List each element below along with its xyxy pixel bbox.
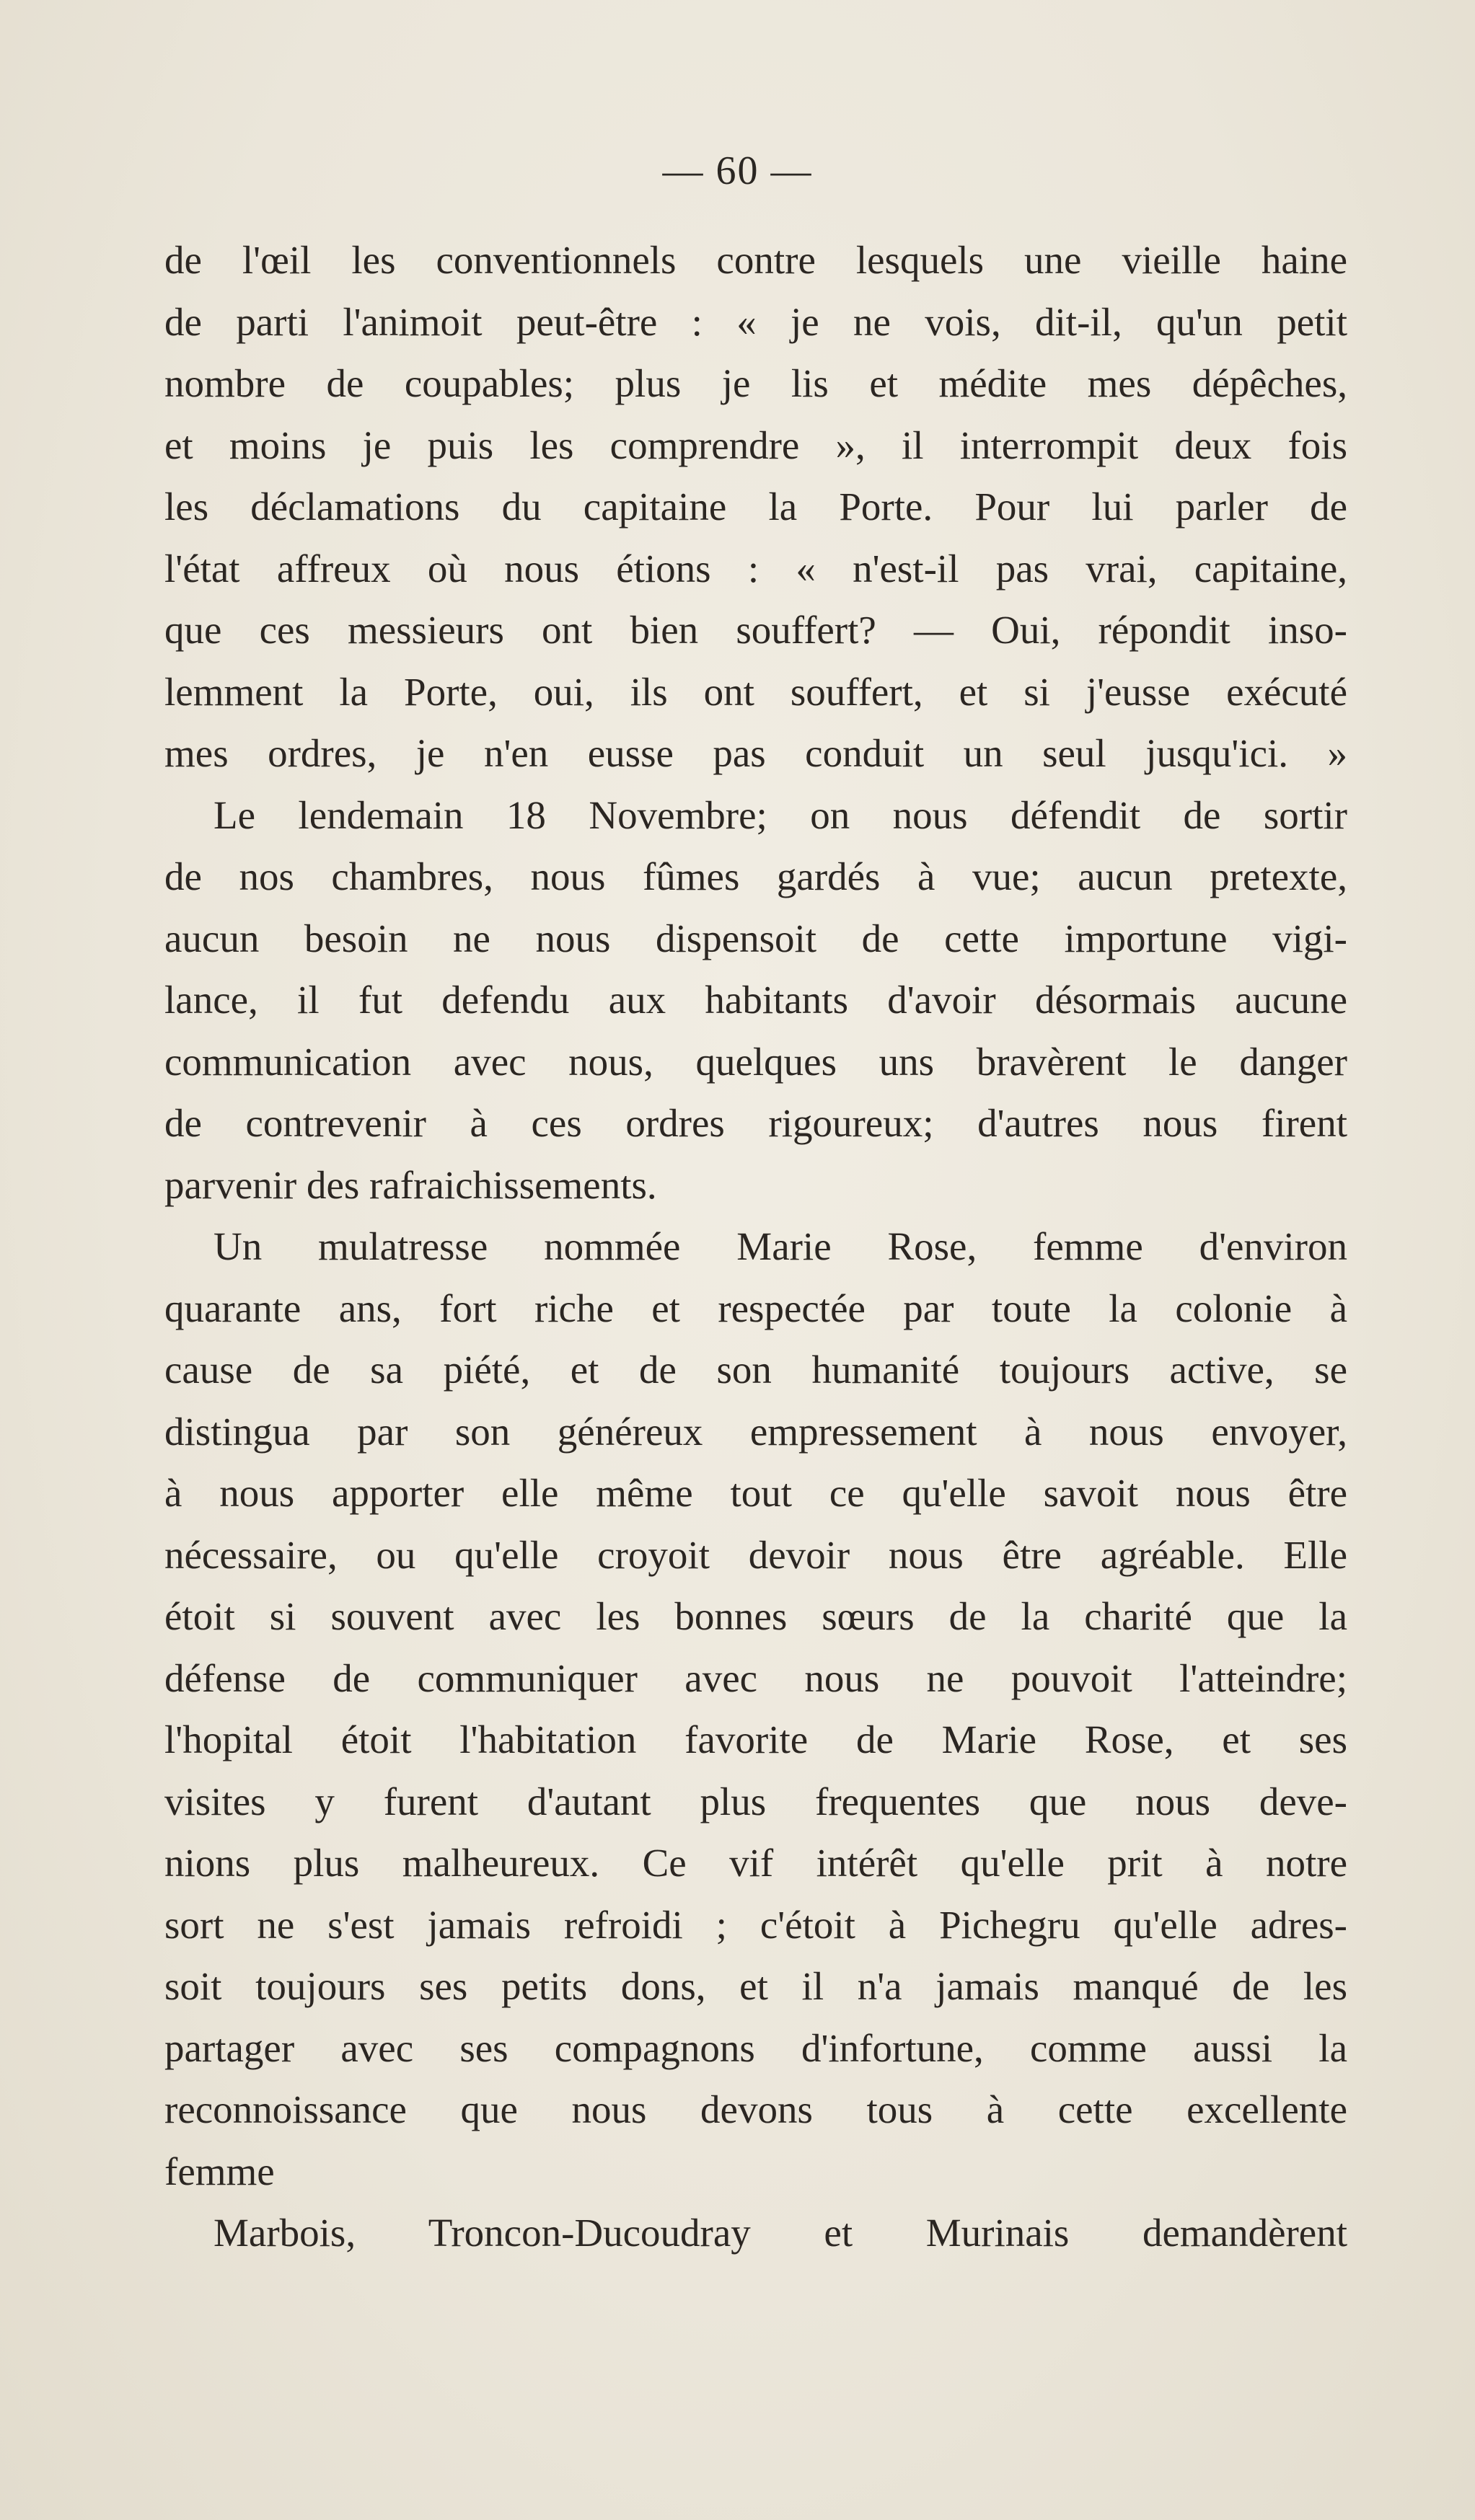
text-line: les déclamations du capitaine la Porte. Pour lui parler de — [164, 485, 1347, 529]
text-line: étoit si souvent avec les bonnes sœurs de la charité que la — [164, 1594, 1347, 1638]
text-line: l'hopital étoit l'habitation favorite de Marie Rose, et ses — [164, 1717, 1347, 1761]
text-line: aucun besoin ne nous dispensoit de cette importune vigi- — [164, 916, 1347, 960]
text-line: que ces messieurs ont bien souffert? — Oui, répondit inso- — [164, 608, 1347, 652]
text-line: soit toujours ses petits dons, et il n'a jamais manqué de les — [164, 1964, 1347, 2008]
text-line: et moins je puis les comprendre », il interrompit deux fois — [164, 423, 1347, 467]
text-line: de parti l'animoit peut-être : « je ne vois, dit-il, qu'un petit — [164, 299, 1347, 344]
text-line: l'état affreux où nous étions : « n'est-il pas vrai, capitaine, — [164, 546, 1347, 591]
text-line: lance, il fut defendu aux habitants d'avoir désormais aucune — [164, 978, 1347, 1022]
text-line: distingua par son généreux empressement à nous envoyer, — [164, 1409, 1347, 1454]
text-line: lemment la Porte, oui, ils ont souffert, et si j'eusse exécuté — [164, 669, 1347, 714]
text-line: partager avec ses compagnons d'infortune, comme aussi la — [164, 2025, 1347, 2070]
text-line: mes ordres, je n'en eusse pas conduit un seul jusqu'ici. » — [164, 731, 1347, 775]
text-line: de l'œil les conventionnels contre lesquels une vieille haine — [164, 238, 1347, 282]
text-line: défense de communiquer avec nous ne pouvoit l'atteindre; — [164, 1655, 1347, 1700]
page-number: — 60 — — [662, 149, 813, 193]
text-line: nécessaire, ou qu'elle croyoit devoir nous être agréable. Elle — [164, 1532, 1347, 1577]
text-line: Le lendemain 18 Novembre; on nous défendit de sortir — [213, 792, 1347, 837]
text-line: cause de sa piété, et de son humanité toujours active, se — [164, 1348, 1347, 1392]
body-text — [164, 229, 1347, 2264]
text-line: reconnoissance que nous devons tous à cette excellente — [164, 2087, 1347, 2131]
text-line: sort ne s'est jamais refroidi ; c'étoit à Pichegru qu'elle adres- — [164, 1902, 1347, 1947]
text-line: Marbois, Troncon-Ducoudray et Murinais demandèrent — [213, 2211, 1347, 2255]
text-line: femme — [164, 2149, 275, 2193]
text-line: de contrevenir à ces ordres rigoureux; d'autres nous firent — [164, 1101, 1347, 1145]
text-line: nions plus malheureux. Ce vif intérêt qu'elle prit à notre — [164, 1841, 1347, 1885]
text-line: communication avec nous, quelques uns bravèrent le danger — [164, 1039, 1347, 1084]
text-line: Un mulatresse nommée Marie Rose, femme d'environ — [213, 1224, 1347, 1268]
text-line: quarante ans, fort riche et respectée par toute la colonie à — [164, 1286, 1347, 1330]
text-line: de nos chambres, nous fûmes gardés à vue; aucun pretexte, — [164, 854, 1347, 898]
text-line: visites y furent d'autant plus frequentes que nous deve- — [164, 1779, 1347, 1823]
text-line: nombre de coupables; plus je lis et médite mes dépêches, — [164, 361, 1347, 405]
text-line: parvenir des rafraichissements. — [164, 1162, 657, 1207]
text-line: à nous apporter elle même tout ce qu'elle savoit nous être — [164, 1471, 1347, 1515]
